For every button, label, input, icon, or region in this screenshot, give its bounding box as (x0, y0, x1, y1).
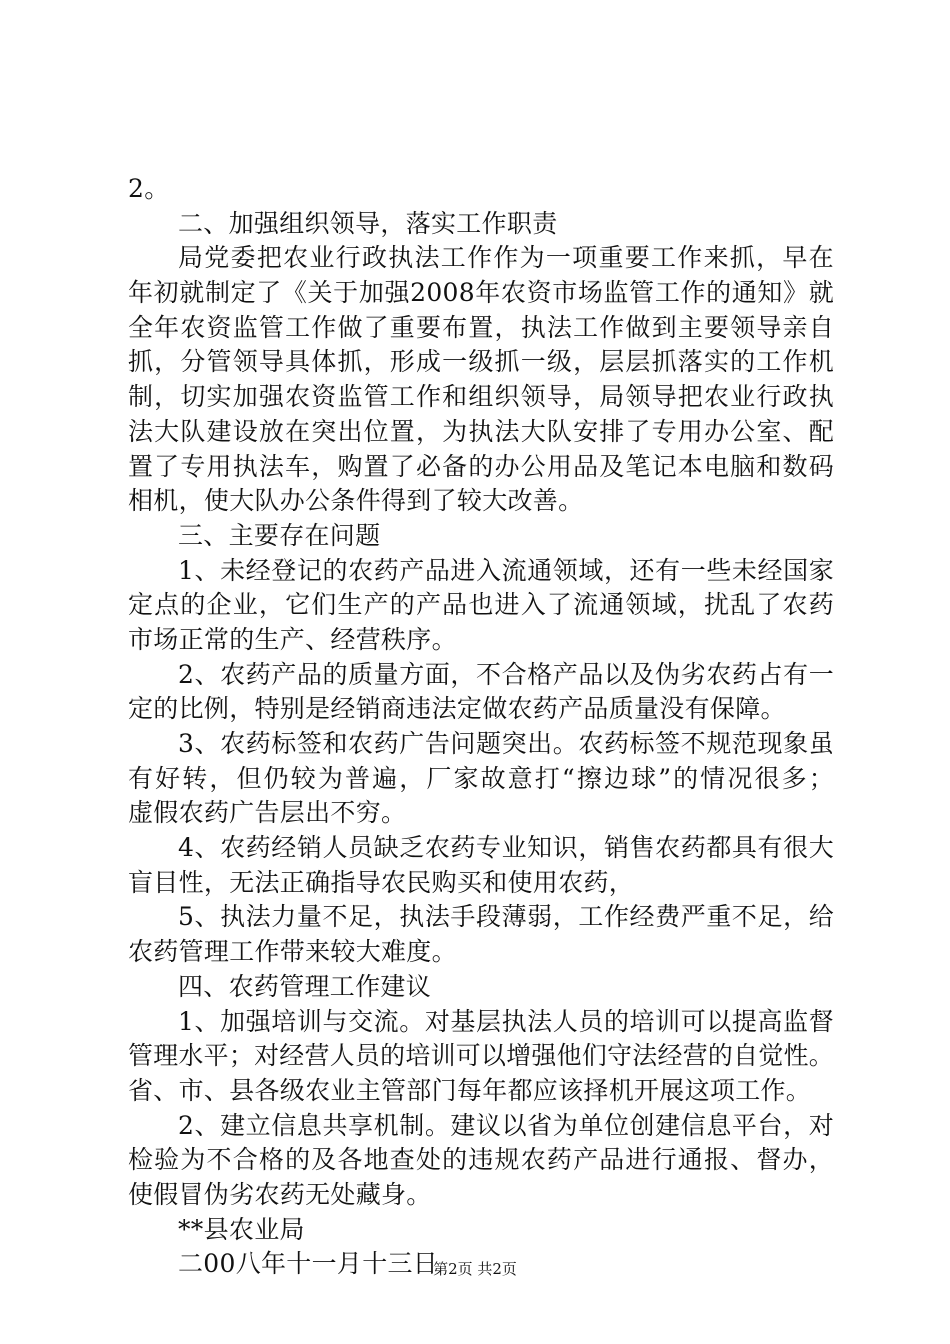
text-line: 虚假农药广告层出不穷。 (128, 798, 407, 828)
text-line: 局党委把农业行政执法工作作为一项重要工作来抓，早在 (178, 243, 834, 273)
text-line: 2、建立信息共享机制。建议以省为单位创建信息平台，对 (178, 1110, 834, 1140)
text-line: 2、农药产品的质量方面，不合格产品以及伪劣农药占有一 (178, 659, 834, 689)
document-body (128, 172, 834, 1282)
text-line: 1、未经登记的农药产品进入流通领域，还有一些未经国家 (178, 555, 834, 585)
text-line: **县农业局 (178, 1214, 305, 1244)
text-line: 1、加强培训与交流。对基层执法人员的培训可以提高监督 (178, 1006, 834, 1036)
text-line: 盲目性，无法正确指导农民购买和使用农药， (128, 867, 635, 897)
page-footer: 第2页 共2页 (433, 1260, 517, 1278)
text-line: 抓，分管领导具体抓，形成一级抓一级，层层抓落实的工作机 (128, 347, 834, 377)
text-line: 省、市、县各级农业主管部门每年都应该择机开展这项工作。 (128, 1075, 812, 1105)
text-line: 市场正常的生产、经营秩序。 (128, 624, 457, 654)
text-line: 4、农药经销人员缺乏农药专业知识，销售农药都具有很大 (178, 833, 834, 863)
text-line: 2。 (128, 174, 170, 203)
text-line: 制，切实加强农资监管工作和组织领导，局领导把农业行政执 (128, 382, 834, 412)
text-line: 定的比例，特别是经销商违法定做农药产品质量没有保障。 (128, 694, 786, 724)
text-line: 法大队建设放在突出位置，为执法大队安排了专用办公室、配 (128, 416, 834, 446)
text-line: 检验为不合格的及各地查处的违规农药产品进行通报、督办， (128, 1145, 834, 1175)
text-line: 全年农资监管工作做了重要布置，执法工作做到主要领导亲自 (128, 312, 834, 342)
text-line: 置了专用执法车，购置了必备的办公用品及笔记本电脑和数码 (128, 451, 834, 481)
text-line: 二、加强组织领导，落实工作职责 (178, 208, 558, 238)
text-line: 有好转，但仍较为普遍，厂家故意打“擦边球”的情况很多； (128, 763, 834, 793)
text-line: 使假冒伪劣农药无处藏身。 (128, 1179, 432, 1209)
text-line: 5、执法力量不足，执法手段薄弱，工作经费严重不足，给 (178, 902, 834, 932)
text-line: 二00八年十一月十三日 (178, 1249, 439, 1279)
text-line: 四、农药管理工作建议 (178, 971, 432, 1001)
text-line: 3、农药标签和农药广告问题突出。农药标签不规范现象虽 (178, 729, 834, 758)
text-line: 农药管理工作带来较大难度。 (128, 937, 457, 967)
text-line: 管理水平；对经营人员的培训可以增强他们守法经营的自觉性。 (128, 1041, 834, 1071)
text-line: 相机，使大队办公条件得到了较大改善。 (128, 486, 584, 516)
text-line: 年初就制定了《关于加强2008年农资市场监管工作的通知》就 (128, 278, 834, 308)
text-line: 三、主要存在问题 (178, 520, 381, 550)
text-line: 定点的企业，它们生产的产品也进入了流通领域，扰乱了农药 (128, 590, 834, 620)
